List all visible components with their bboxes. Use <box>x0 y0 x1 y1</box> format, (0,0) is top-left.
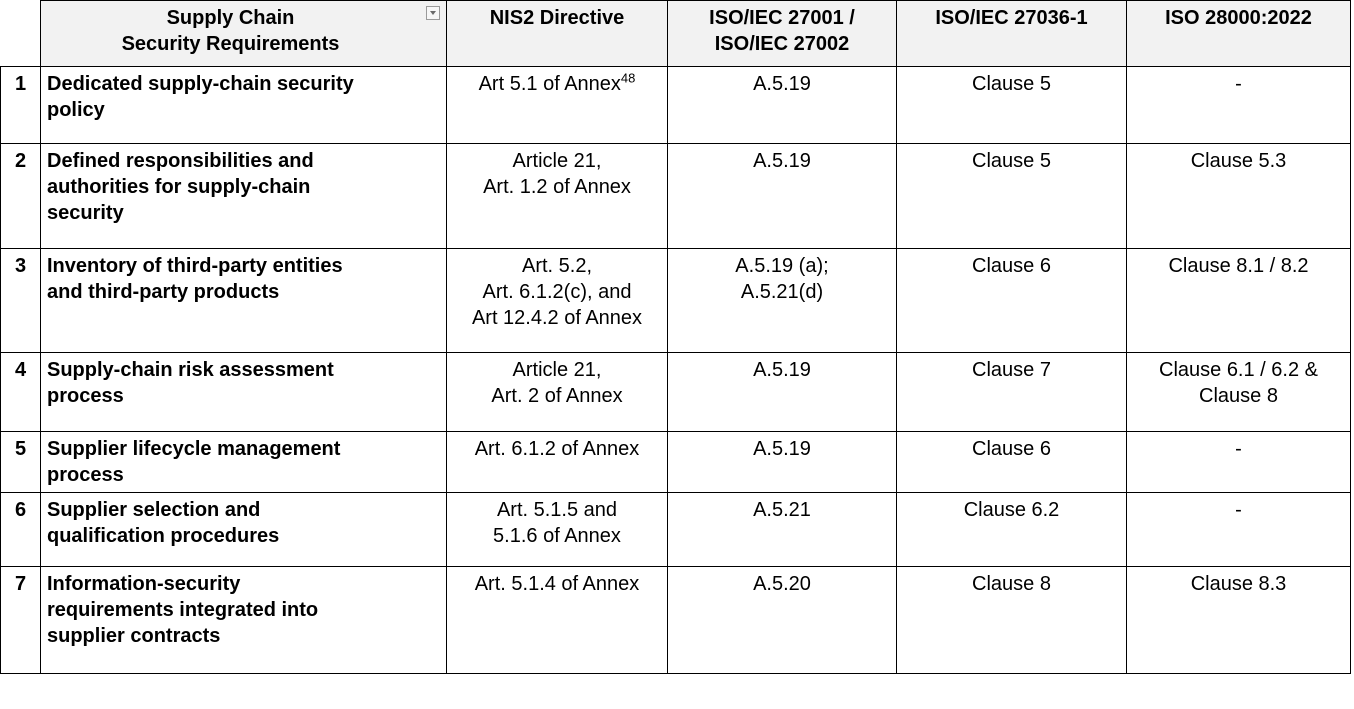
iso27036-cell-line: Clause 6.2 <box>963 499 1060 521</box>
iso27001-cell-line: A.5.19 <box>753 438 811 460</box>
iso28000-cell-line: Clause 8.3 <box>1190 573 1287 595</box>
iso27001-cell-line: A.5.19 <box>753 73 811 95</box>
iso27036-header: ISO/IEC 27036-1 <box>897 1 1127 67</box>
nis2-cell-line <box>453 71 661 97</box>
row-number-header <box>1 1 41 67</box>
iso27001-cell <box>668 493 897 567</box>
iso28000-cell-line: - <box>1235 499 1242 521</box>
requirement-cell-line: Supply-chain risk assessment <box>47 359 334 381</box>
table-row <box>1 353 1351 432</box>
iso27036-cell <box>897 249 1127 353</box>
nis2-cell-line: Art. 5.1.5 and <box>496 499 618 521</box>
requirement-cell <box>41 493 447 567</box>
nis2-cell-line: Art 12.4.2 of Annex <box>471 307 643 329</box>
iso28000-cell-line: Clause 8.1 / 8.2 <box>1168 255 1309 277</box>
requirements-header-line-1: Supply Chain <box>166 7 295 29</box>
nis2-cell-line: Article 21, <box>512 150 602 172</box>
filter-dropdown-icon[interactable] <box>426 6 440 20</box>
iso28000-cell <box>1127 353 1351 432</box>
iso27036-cell <box>897 432 1127 493</box>
nis2-cell-line: Art. 5.2, <box>521 255 593 277</box>
iso27001-cell-line: A.5.19 (a); <box>735 255 829 277</box>
iso28000-cell <box>1127 67 1351 144</box>
requirement-cell-line: Inventory of third-party entities <box>47 255 343 277</box>
row-number: 5 <box>1 432 41 493</box>
row-number: 4 <box>1 353 41 432</box>
requirement-cell <box>41 144 447 249</box>
iso27036-cell <box>897 493 1127 567</box>
row-number: 7 <box>1 567 41 674</box>
iso27001-cell <box>668 567 897 674</box>
iso28000-cell-line: Clause 5.3 <box>1190 150 1287 172</box>
row-number: 2 <box>1 144 41 249</box>
iso27036-cell <box>897 144 1127 249</box>
iso27036-cell <box>897 67 1127 144</box>
requirement-cell-line: Dedicated supply-chain security <box>47 73 354 95</box>
iso27001-cell <box>668 144 897 249</box>
requirements-header <box>41 1 447 67</box>
iso27001-header-line-1: ISO/IEC 27001 / <box>709 7 855 29</box>
iso28000-cell <box>1127 144 1351 249</box>
nis2-cell <box>447 567 668 674</box>
nis2-cell-line: Art. 2 of Annex <box>491 385 623 407</box>
requirement-cell-line: Information-security <box>47 573 241 595</box>
table-row <box>1 432 1351 493</box>
footnote-reference[interactable]: 48 <box>620 70 636 86</box>
requirement-cell-line: and third-party products <box>47 281 280 303</box>
row-number: 6 <box>1 493 41 567</box>
requirement-cell-line: qualification procedures <box>47 525 280 547</box>
iso27001-cell <box>668 249 897 353</box>
nis2-cell-line: Art. 1.2 of Annex <box>483 176 631 198</box>
nis2-cell-line: Art. 6.1.2 of Annex <box>474 438 640 460</box>
iso27001-cell-line: A.5.19 <box>753 150 811 172</box>
requirement-cell <box>41 567 447 674</box>
iso28000-cell-line: Clause 8 <box>1199 385 1278 407</box>
requirement-cell-line: process <box>47 464 124 486</box>
nis2-cell-line: Art. 5.1.4 of Annex <box>474 573 640 595</box>
iso27036-cell-line: Clause 5 <box>972 150 1051 172</box>
row-number: 3 <box>1 249 41 353</box>
iso27036-cell-line: Clause 8 <box>972 573 1051 595</box>
iso28000-header: ISO 28000:2022 <box>1127 1 1351 67</box>
requirements-header-line-2: Security Requirements <box>121 33 340 55</box>
iso28000-cell <box>1127 432 1351 493</box>
iso27036-cell-line: Clause 6 <box>972 438 1051 460</box>
iso27036-cell-line: Clause 7 <box>972 359 1051 381</box>
nis2-cell <box>447 249 668 353</box>
iso27001-cell-line: A.5.19 <box>753 359 811 381</box>
requirement-cell-line: supplier contracts <box>47 625 221 647</box>
table-row <box>1 567 1351 674</box>
requirement-cell <box>41 353 447 432</box>
nis2-cell-line: 5.1.6 of Annex <box>493 525 621 547</box>
table-row <box>1 67 1351 144</box>
requirement-cell-line: Supplier selection and <box>47 499 261 521</box>
iso27001-header <box>668 1 897 67</box>
iso27001-header-line-2: ISO/IEC 27002 <box>714 33 850 55</box>
requirement-cell-line: security <box>47 202 124 224</box>
iso27001-cell-line: A.5.21 <box>753 499 811 521</box>
requirement-cell <box>41 67 447 144</box>
requirement-cell-line: policy <box>47 99 105 121</box>
header-row <box>1 1 1351 67</box>
requirement-cell-line: requirements integrated into <box>47 599 319 621</box>
nis2-cell <box>447 144 668 249</box>
iso27001-cell <box>668 353 897 432</box>
requirement-cell-line: Defined responsibilities and <box>47 150 314 172</box>
iso27036-cell <box>897 353 1127 432</box>
requirement-cell <box>41 249 447 353</box>
requirement-cell-line: process <box>47 385 124 407</box>
table-row <box>1 493 1351 567</box>
iso27001-cell-line: A.5.20 <box>753 573 811 595</box>
nis2-cell <box>447 493 668 567</box>
nis2-header: NIS2 Directive <box>447 1 668 67</box>
nis2-cell <box>447 432 668 493</box>
requirement-cell-line: authorities for supply-chain <box>47 176 311 198</box>
iso28000-cell <box>1127 567 1351 674</box>
iso27001-cell <box>668 432 897 493</box>
requirement-cell-line: Supplier lifecycle management <box>47 438 341 460</box>
nis2-cell <box>447 67 668 144</box>
row-number: 1 <box>1 67 41 144</box>
iso27036-cell <box>897 567 1127 674</box>
nis2-text: Art 5.1 of Annex <box>478 73 621 95</box>
table-row <box>1 249 1351 353</box>
iso28000-cell-line: - <box>1235 438 1242 460</box>
iso27001-cell-line: A.5.21(d) <box>740 281 824 303</box>
iso27036-cell-line: Clause 5 <box>972 73 1051 95</box>
iso27001-cell <box>668 67 897 144</box>
nis2-cell-line: Article 21, <box>512 359 602 381</box>
iso28000-cell <box>1127 493 1351 567</box>
table-row <box>1 144 1351 249</box>
nis2-cell-line: Art. 6.1.2(c), and <box>482 281 632 303</box>
iso28000-cell-line: - <box>1235 73 1242 95</box>
nis2-cell <box>447 353 668 432</box>
iso28000-cell <box>1127 249 1351 353</box>
iso28000-cell-line: Clause 6.1 / 6.2 & <box>1159 359 1318 381</box>
iso27036-cell-line: Clause 6 <box>972 255 1051 277</box>
requirement-cell <box>41 432 447 493</box>
